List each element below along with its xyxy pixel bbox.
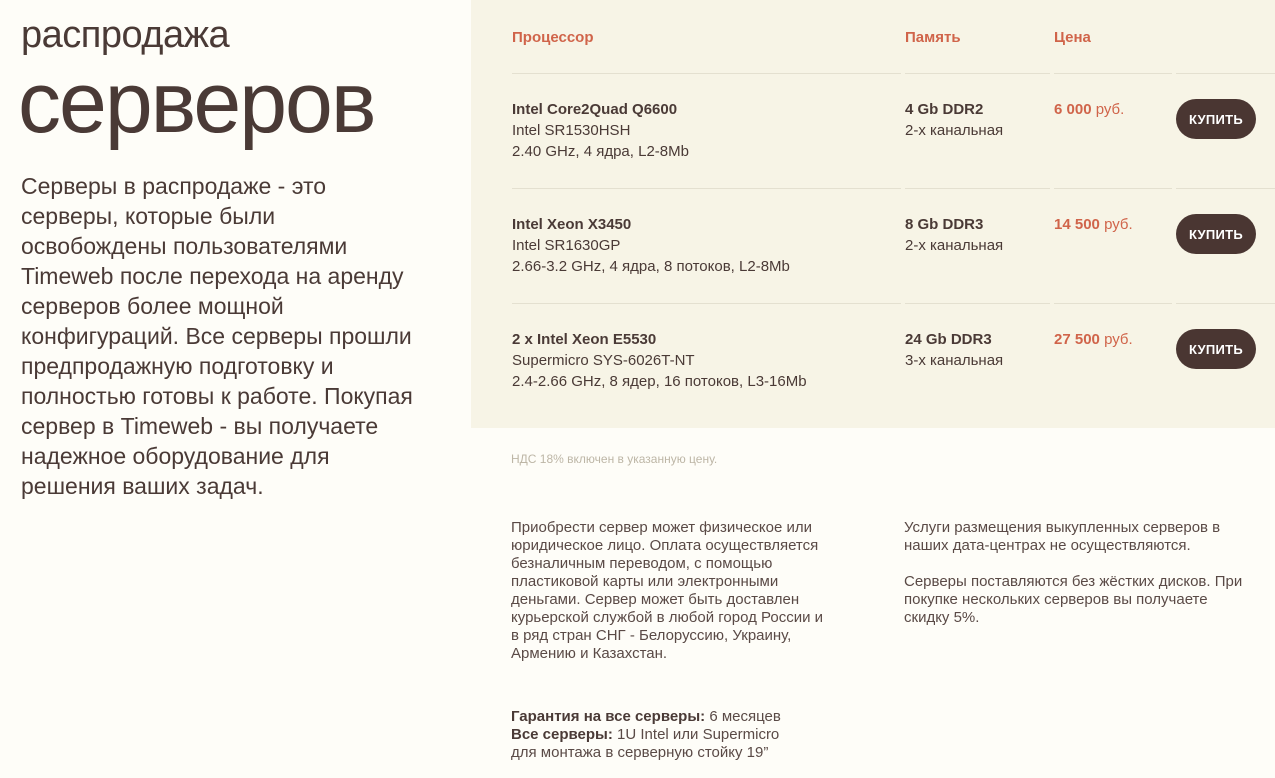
header-memory: Память [905, 29, 961, 46]
price [1054, 331, 1133, 348]
cpu-specs: 2.40 GHz, 4 ядра, L2-8Mb [512, 143, 689, 160]
table-row-memory [905, 99, 1003, 141]
buy-button[interactable]: КУПИТЬ [1176, 214, 1256, 254]
header-price: Цена [1054, 29, 1091, 46]
divider [905, 188, 1050, 189]
page-title: серверов [18, 55, 375, 151]
warranty-info [511, 708, 841, 762]
price [1054, 216, 1133, 233]
cpu-model: Intel Core2Quad Q6600 [512, 101, 678, 118]
cpu-specs: 2.4-2.66 GHz, 8 ядер, 16 потоков, L3-16Mb [512, 373, 807, 390]
cpu-model: Intel Xeon X3450 [512, 216, 632, 233]
price-currency: руб. [1104, 216, 1133, 233]
divider [1176, 303, 1275, 304]
memory-channels: 3-х канальная [905, 352, 1004, 369]
divider [1054, 73, 1172, 74]
memory-size: 24 Gb DDR3 [905, 331, 992, 348]
page-subtitle: распродажа [21, 14, 230, 56]
servers-label: Все серверы: [511, 726, 613, 743]
price-currency: руб. [1104, 331, 1133, 348]
servers-value-rack: для монтажа в серверную стойку 19” [511, 744, 769, 761]
buy-button[interactable]: КУПИТЬ [1176, 329, 1256, 369]
cpu-platform: Intel SR1530HSH [512, 122, 631, 139]
price-value: 6 000 [1054, 101, 1092, 118]
divider [905, 73, 1050, 74]
divider [1054, 188, 1172, 189]
price-currency: руб. [1095, 101, 1125, 118]
cpu-model: 2 x Intel Xeon E5530 [512, 331, 657, 348]
table-row-cpu [512, 214, 790, 277]
header-cpu: Процессор [512, 29, 594, 46]
divider [1176, 188, 1275, 189]
divider [1176, 73, 1275, 74]
memory-channels: 2-х канальная [905, 237, 1004, 254]
price-value: 14 500 [1054, 216, 1100, 233]
divider [512, 303, 901, 304]
table-row-cpu [512, 329, 807, 392]
memory-size: 8 Gb DDR3 [905, 216, 984, 233]
intro-text: Серверы в распродаже - это серверы, которые были освобождены пользователями Timeweb после перехода на аренду серверов более мощной конфигураций. Все серверы прошли предпродажную подготовку и полностью готовы к работе. Покупая сервер в Timeweb - вы получаете надежное оборудование для решения ваших задач. [21, 173, 413, 499]
divider [905, 303, 1050, 304]
table-row-memory [905, 214, 1003, 256]
disks-info: Серверы поставляются без жёстких дисков. При покупке нескольких серверов вы получаете скидку 5%. [904, 573, 1243, 626]
memory-size: 4 Gb DDR2 [905, 101, 984, 118]
memory-channels: 2-х канальная [905, 122, 1004, 139]
table-row-cpu [512, 99, 689, 162]
cpu-platform: Intel SR1630GP [512, 237, 621, 254]
purchase-info: Приобрести сервер может физическое или юридическое лицо. Оплата осуществляется безналичным переводом, с помощью пластиковой карты или электронными деньгами. Сервер может быть доставлен курьерской службой в любой город России и в ряд стран СНГ - Белоруссию, Украину, Армению и Казахстан. [511, 519, 823, 662]
price-value: 27 500 [1054, 331, 1100, 348]
cpu-specs: 2.66-3.2 GHz, 4 ядра, 8 потоков, L2-8Mb [512, 258, 790, 275]
divider [1054, 303, 1172, 304]
vat-note: НДС 18% включен в указанную цену. [511, 452, 718, 466]
table-row-memory [905, 329, 1003, 371]
servers-value: 1U Intel или Supermicro [617, 726, 780, 743]
hosting-info: Услуги размещения выкупленных серверов в наших дата-центрах не осуществляются. [904, 519, 1221, 554]
warranty-label: Гарантия на все серверы: [511, 708, 706, 725]
divider [512, 188, 901, 189]
divider [512, 73, 901, 74]
price [1054, 101, 1124, 118]
cpu-platform: Supermicro SYS-6026T-NT [512, 352, 695, 369]
warranty-value: 6 месяцев [709, 708, 781, 725]
buy-button[interactable]: КУПИТЬ [1176, 99, 1256, 139]
